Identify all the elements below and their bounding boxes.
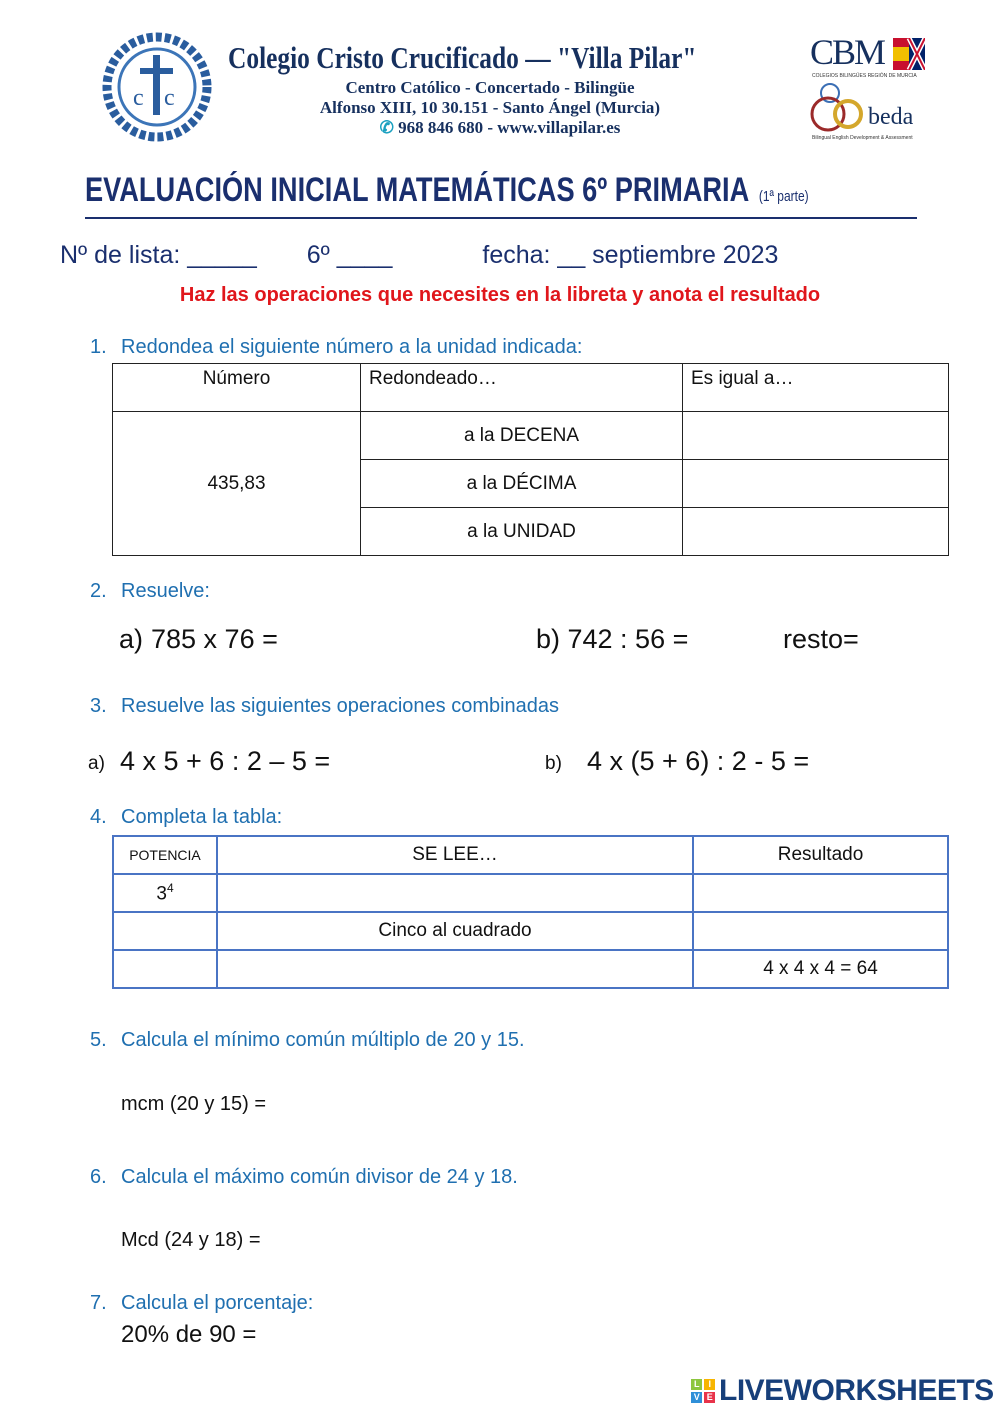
reading-cell: Cinco al cuadrado [217, 912, 693, 950]
q3a-operation: 4 x 5 + 6 : 2 – 5 = [120, 746, 331, 776]
svg-text:c: c [133, 85, 144, 111]
answer-cell[interactable] [683, 460, 949, 508]
q6-answer: Mcd (24 y 18) = [121, 1229, 261, 1251]
phone-icon: ✆ [379, 118, 394, 137]
number-cell: 435,83 [113, 412, 361, 556]
answer-cell[interactable] [693, 912, 948, 950]
header-cell: POTENCIA [113, 836, 217, 874]
question-text: Calcula el porcentaje: [121, 1292, 314, 1314]
beda-subtitle: Bilingual English Development & Assessment [812, 135, 913, 141]
header-cell: Número [113, 364, 361, 412]
header-cell: Redondeado… [361, 364, 683, 412]
answer-cell[interactable] [113, 912, 217, 950]
answer-cell[interactable] [217, 874, 693, 912]
power-cell [113, 874, 217, 912]
power-exponent: 4 [166, 880, 174, 895]
cbm-subtitle: COLEGIOS BILINGÜES REGIÓN DE MURCIA [812, 73, 917, 79]
answer-cell[interactable] [683, 508, 949, 556]
logo-text: LIVEWORKSHEETS [719, 1374, 994, 1407]
question-number: 6. [90, 1166, 107, 1188]
badge-letter: I [704, 1379, 715, 1390]
school-address: Alfonso XIII, 10 30.151 - Santo Ángel (Murcia) [319, 98, 661, 117]
q5-answer: mcm (20 y 15) = [121, 1093, 267, 1115]
question-number: 4. [90, 806, 107, 828]
contact-text: 968 846 680 - www.villapilar.es [398, 118, 621, 137]
powers-table [112, 835, 949, 989]
badge-letter: V [691, 1392, 702, 1403]
beda-rings-icon [808, 82, 868, 134]
student-info-row [60, 240, 778, 270]
question-text: Redondea el siguiente número a la unidad indicada: [121, 336, 583, 358]
flag-icon [893, 38, 925, 70]
q2a-label: a) [119, 624, 144, 654]
q3b-label: b) [545, 753, 562, 774]
liveworksheets-logo [690, 1374, 994, 1408]
q2b-operation: b) 742 : 56 = [536, 624, 689, 654]
q2a-operation: 785 x 76 = [151, 624, 278, 654]
beda-logo: beda [868, 104, 914, 130]
date-field: fecha: __ septiembre 2023 [482, 241, 779, 269]
instruction: Haz las operaciones que necesites en la libreta y anota el resultado [179, 284, 821, 306]
question-text: Calcula el mínimo común múltiplo de 20 y 15. [121, 1029, 525, 1051]
q2b-remainder: resto= [783, 624, 859, 654]
rounding-table [112, 363, 949, 556]
question-text: Completa la tabla: [121, 806, 283, 828]
question-number: 7. [90, 1292, 107, 1314]
cbm-logo: CBM [810, 32, 885, 72]
round-label: a la DECENA [361, 412, 683, 460]
badge-letter: L [691, 1379, 702, 1390]
round-label: a la UNIDAD [361, 508, 683, 556]
question-number: 5. [90, 1029, 107, 1051]
question-number: 2. [90, 580, 107, 602]
question-text: Resuelve las siguientes operaciones combinadas [121, 695, 560, 717]
q3b-operation: 4 x (5 + 6) : 2 - 5 = [587, 746, 810, 776]
header-cell: Resultado [693, 836, 948, 874]
answer-cell[interactable] [693, 874, 948, 912]
header-cell: Es igual a… [683, 364, 949, 412]
question-number: 3. [90, 695, 107, 717]
live-badge-icon [690, 1378, 716, 1404]
power-base: 3 [156, 883, 167, 905]
header-cell: SE LEE… [217, 836, 693, 874]
school-subtitle: Centro Católico - Concertado - Bilingüe [345, 78, 635, 97]
answer-cell[interactable] [217, 950, 693, 988]
round-label: a la DÉCIMA [361, 460, 683, 508]
svg-text:c: c [164, 85, 175, 111]
title-part: (1ª parte) [758, 188, 809, 205]
title-main: EVALUACIÓN INICIAL MATEMÁTICAS 6º PRIMARIA [85, 171, 750, 209]
question-text: Calcula el máximo común divisor de 24 y 18. [121, 1166, 518, 1188]
school-name: Colegio Cristo Crucificado — "Villa Pilar" [228, 40, 697, 75]
question-text: Resuelve: [121, 580, 210, 602]
answer-cell[interactable] [683, 412, 949, 460]
badge-letter: E [704, 1392, 715, 1403]
result-cell: 4 x 4 x 4 = 64 [693, 950, 948, 988]
answer-cell[interactable] [113, 950, 217, 988]
page-title [85, 170, 917, 219]
class-field: 6º ____ [306, 241, 393, 269]
q7-answer: 20% de 90 = [121, 1321, 257, 1348]
q3a-label: a) [88, 753, 105, 774]
question-number: 1. [90, 336, 107, 358]
list-number-field: Nº de lista: _____ [60, 241, 257, 269]
